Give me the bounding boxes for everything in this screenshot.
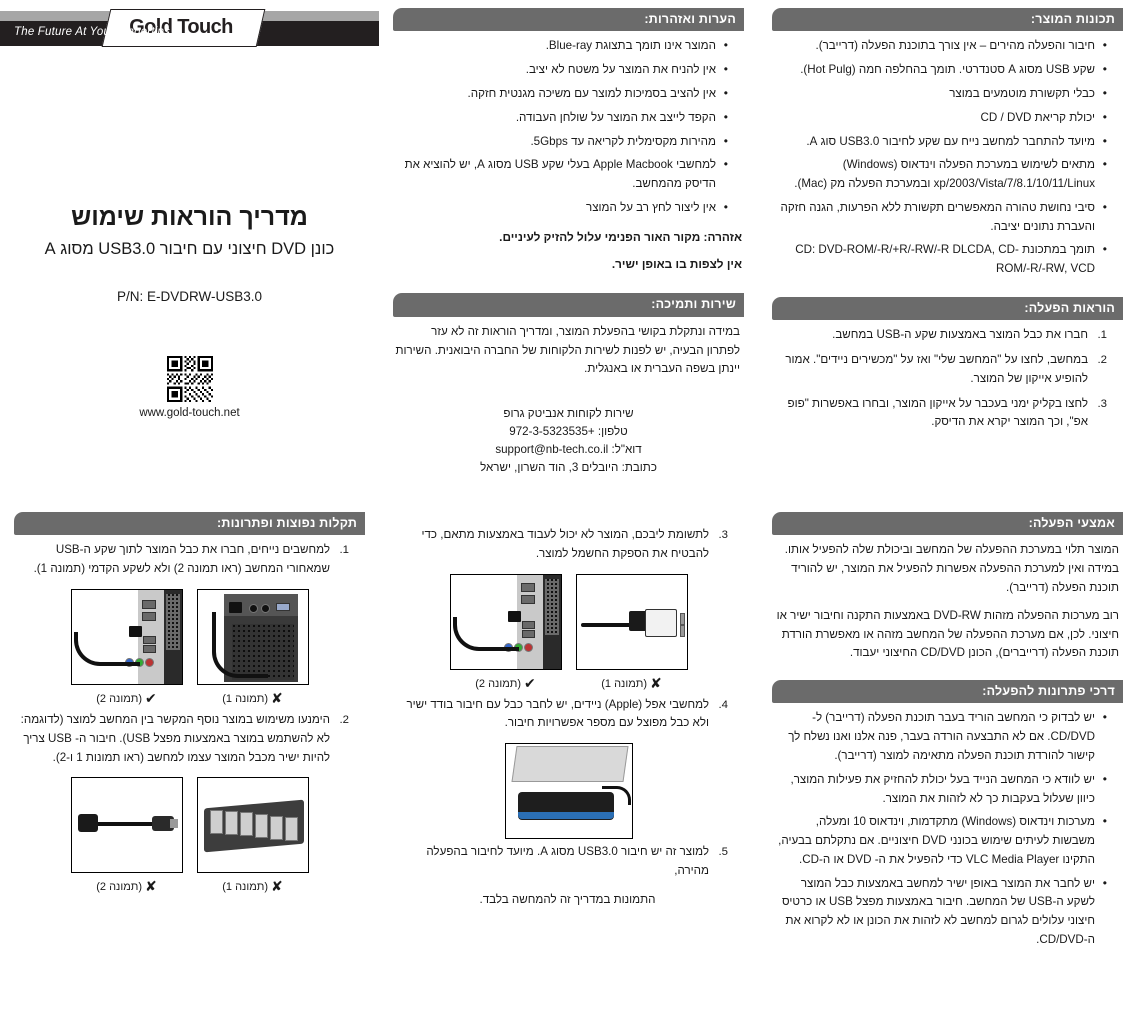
figure-row-direct-vs-adapter — [393, 574, 744, 692]
troubleshooting-list-part3 — [393, 526, 744, 564]
cover-column — [0, 0, 379, 477]
photo-usb-adapter — [71, 777, 183, 873]
list-item: • יש לוודא כי המחשב הנייד בעל יכולת להחזיק את פעילות המוצר, כיוון שעלול בעקבות כך לא לזהות את המוצר. — [772, 771, 1107, 809]
troubleshooting-list-part2 — [14, 711, 365, 767]
bottom-columns — [0, 498, 1138, 960]
contact-email: דוא"ל: support@nb-tech.co.il — [495, 443, 642, 457]
operating-means-paragraph-2: רוב מערכות ההפעלה מזהות DVD-RW באמצעות התקנה וחיבור ישיר או חיצוני. לכן, אם מערכת ההפעלה של המחשב מזהה או מאפשרת הורדת תוכנת הפעלה (דרייברים), הכונן CD/DVD החיצוני יעבוד. — [776, 608, 1119, 660]
operating-means-paragraph-1: המוצר תלוי במערכת ההפעלה של המחשב וביכולת שלה להפעיל אותו. במידה ואין למערכת ההפעלה אפשרות להפעיל את המוצר, יש להוריד תוכנת הפעלה (דרייבר). — [784, 543, 1119, 594]
caption-text: (תמונה 2) — [475, 677, 522, 690]
section-header-operating-instructions: הוראות הפעלה: — [772, 297, 1123, 320]
troubleshooting-continued-column — [379, 498, 758, 960]
section-header-solutions: דרכי פתרונות להפעלה: — [772, 680, 1123, 703]
list-item: • מיועד להתחבר למחשב נייח עם שקע לחיבור USB3.0 סוג A. — [772, 133, 1107, 152]
solutions-list — [772, 709, 1123, 949]
section-header-features: תכונות המוצר: — [772, 8, 1123, 31]
contact-address: כתובת: היובלים 3, הוד השרון, ישראל — [480, 461, 657, 474]
caption-text: (תמונה 1) — [222, 692, 269, 705]
list-item: • יש לחבר את המוצר באופן ישיר למחשב באמצעות כבל המוצר לשקע ה-USB של המחשב. חיבור באמצעות מפצל USB או כרטיס חיצוני עלולים לגרום למחשב לא לזהות את הכונן או לא לקרוא את ה-CD/DVD. — [772, 875, 1107, 950]
qr-code-wrapper — [167, 356, 213, 402]
x-icon: ✘ — [271, 878, 283, 895]
x-icon: ✘ — [145, 878, 157, 895]
eye-safety-warning-line2: אין לצפות בו באופן ישיר. — [611, 256, 742, 271]
list-item: • שקע USB מסוג A סטנדרטי. תומך בהחלפה חמה (Hot Pulg). — [772, 61, 1107, 80]
figure-row-rear-vs-front — [14, 589, 365, 707]
list-item: • אין להציב בסמיכות למוצר עם משיכה מגנטית חזקה. — [393, 85, 728, 104]
caption-text: (תמונה 1) — [222, 881, 269, 894]
troubleshooting-column — [0, 498, 379, 960]
list-item: • אין ליצור לחץ רב על המוצר — [393, 199, 728, 218]
service-paragraph: במידה ונתקלת בקושי בהפעלת המוצר, ומדריך הוראות זה לא עזר לפתרון הבעיה, יש לפנות לשירות הלקוחות של החברה היבואנית. השירות יינתן בשפה העברית או באנגלית. — [395, 324, 740, 376]
section-header-notes: הערות ואזהרות: — [393, 8, 744, 31]
photo-laptop-external-drive — [505, 743, 633, 839]
list-item: • חיבור והפעלה מהירים – אין צורך בתוכנת הפעלה (דרייבר). — [772, 37, 1107, 56]
figure-wrong-front-usb — [197, 589, 309, 707]
page-top-half — [0, 0, 1138, 477]
eye-safety-warning-line1: אזהרה: מקור האור הפנימי עלול להזיק לעיניים. — [499, 229, 742, 244]
photo-direct-rear-connection — [450, 574, 562, 670]
list-item: לתשומת ליבכם, המוצר לא יכול לעבוד באמצעות מתאם, כדי להבטיח את הספקת החשמל למוצר. — [421, 528, 709, 560]
troubleshooting-footnote: התמונות במדריך זה להמחשה בלבד. — [479, 892, 656, 906]
figure-row-adapter-vs-hub — [14, 777, 365, 895]
caption-wrong — [197, 690, 309, 707]
list-item: • סיבי נחושת טהורה המאפשרים תקשורת ללא הפרעות, הגנה חזקה והעברת נתונים יציבה. — [772, 199, 1107, 237]
features-list — [772, 37, 1123, 279]
list-item: לחצו בקליק ימני בעכבר על אייקון המוצר, ובחרו באפשרות "פופ אפ", וכך המוצר יקרא את הדיסק. — [787, 396, 1088, 429]
list-item: במחשב, לחצו על "המחשב שלי" ואז על "מכשירים ניידים". אמור להופיע אייקון של המוצר. — [785, 353, 1088, 385]
section-header-operating-means: אמצעי הפעלה: — [772, 512, 1123, 535]
contact-company: שירות לקוחות אנביטק גרופ — [503, 407, 634, 421]
photo-power-adapter — [576, 574, 688, 670]
page-bottom-half — [0, 498, 1138, 960]
operating-instructions-list — [772, 326, 1123, 432]
figure-correct-direct-connection — [450, 574, 562, 692]
list-item: • המוצר אינו תומך בתצוגת Blue-ray. — [393, 37, 728, 56]
features-column — [758, 0, 1137, 477]
list-item: • יכולת קריאת CD / DVD — [772, 109, 1107, 128]
list-item: למחשבי אפל (Apple) ניידים, יש לחבר כבל עם חיבור בודד ישיר ולא כבל מפוצל עם מספר אפשרויות חיבור. — [406, 697, 709, 730]
caption-correct — [71, 690, 183, 707]
troubleshooting-list-part1 — [14, 541, 365, 579]
caption-text: (תמונה 2) — [96, 881, 143, 894]
section-header-service: שירות ותמיכה: — [393, 293, 744, 316]
list-item: • תומך במתכונת CD: DVD-ROM/-R/+R/-RW/-R DLCDA, CD-ROM/-R/-RW, VCD — [772, 241, 1107, 279]
part-number: P/N: E-DVDRW-USB3.0 — [116, 289, 263, 305]
list-item: • יש לבדוק כי המחשב הוריד בעבר תוכנת הפעלה (דרייבר) ל-CD/DVD. אם לא התבצעה הורדה בעבר, פנה אלנו ואנו נשלח לך קישור להורדת תוכנת הפעלה מתאימה למוצר (דרייבר). — [772, 709, 1107, 765]
logo-wordmark: Gold Touch — [129, 16, 233, 38]
list-item: • מערכות וינדאוס (Windows) מתקדמות, וינדאוס 10 ומעלה, משבשות לעיתים שימוש בכונני DVD חיצוניים. אם נתקלתם בבעיה, התקינו VLC Media Player כדי להפעיל את ה- DVD או ה-CD. — [772, 813, 1107, 869]
list-item: למוצר זה יש חיבור USB3.0 מסוג A. מיועד לחיבור בהפעלה מהירה, — [426, 845, 709, 877]
list-item: הימנעו משימוש במוצר נוסף המקשר בין המחשב למוצר (לדוגמה: לא להשתמש במוצר באמצעות מפצל USB). חיבור ה- USB צריך להיות ישיר מכבל המוצר עצמו למחשב (ראו תמונות 1 ו-2). — [20, 712, 330, 764]
caption-text: (תמונה 1) — [601, 677, 648, 690]
troubleshooting-list-part4 — [393, 696, 744, 734]
brand-logo-band — [0, 8, 379, 55]
list-item: • כבלי תקשורת מוטמעים במוצר — [772, 85, 1107, 104]
notes-list — [393, 37, 744, 217]
photo-front-usb-connection — [197, 589, 309, 685]
troubleshooting-list-part5 — [393, 843, 744, 881]
caption-wrong-adapter — [71, 878, 183, 895]
caption-wrong-hub — [197, 878, 309, 895]
qr-code-icon — [167, 356, 213, 402]
caption-correct — [450, 675, 562, 692]
check-icon: ✔ — [145, 689, 157, 706]
page-title: מדריך הוראות שימוש — [71, 203, 308, 231]
solutions-column — [758, 498, 1137, 960]
list-item: • אין להניח את המוצר על משטח לא יציב. — [393, 61, 728, 80]
figure-wrong-power-adapter — [576, 574, 688, 692]
list-item: • למחשבי Apple Macbook בעלי שקע USB מסוג A, יש להוציא את הדיסק מהמחשב. — [393, 156, 728, 194]
x-icon: ✘ — [650, 674, 662, 691]
brand-tagline: The Future At Your Fingertips — [14, 26, 171, 38]
figure-wrong-hub — [197, 777, 309, 895]
contact-phone: טלפון: +972-3-5323535 — [509, 425, 628, 439]
check-icon: ✔ — [524, 674, 536, 691]
notes-column — [379, 0, 758, 477]
contact-block — [393, 405, 744, 477]
figure-wrong-adapter — [71, 777, 183, 895]
caption-wrong — [576, 675, 688, 692]
photo-usb-hub — [197, 777, 309, 873]
figure-row-laptop-drive — [393, 743, 744, 839]
website-url: www.gold-touch.net — [139, 407, 240, 420]
photo-rear-usb-connection — [71, 589, 183, 685]
list-item: חברו את כבל המוצר באמצעות שקע ה-USB במחשב. — [832, 328, 1088, 342]
caption-text: (תמונה 2) — [96, 692, 143, 705]
section-header-troubleshooting: תקלות נפוצות ופתרונות: — [14, 512, 365, 535]
figure-correct-rear-usb — [71, 589, 183, 707]
top-columns — [0, 0, 1138, 477]
list-item: • מתאים לשימוש במערכת הפעלה וינדאוס (Windows) xp/2003/Vista/7/8.1/10/11/Linux ובמערכת הפעלה מק (Mac). — [772, 156, 1107, 194]
list-item: • מהירות מקסימלית לקריאה עד 5Gbps. — [393, 133, 728, 152]
list-item: • הקפד לייצב את המוצר על שולחן העבודה. — [393, 109, 728, 128]
cover-subtitle: כונן DVD חיצוני עם חיבור USB3.0 מסוג A — [44, 240, 335, 258]
figure-laptop-with-drive — [505, 743, 633, 839]
list-item: למחשבים נייחים, חברו את כבל המוצר לתוך שקע ה-USB שמאחורי המחשב (ראו תמונה 2) ולא לשקע הקדמי (תמונה 1). — [33, 543, 330, 576]
x-icon: ✘ — [271, 689, 283, 706]
